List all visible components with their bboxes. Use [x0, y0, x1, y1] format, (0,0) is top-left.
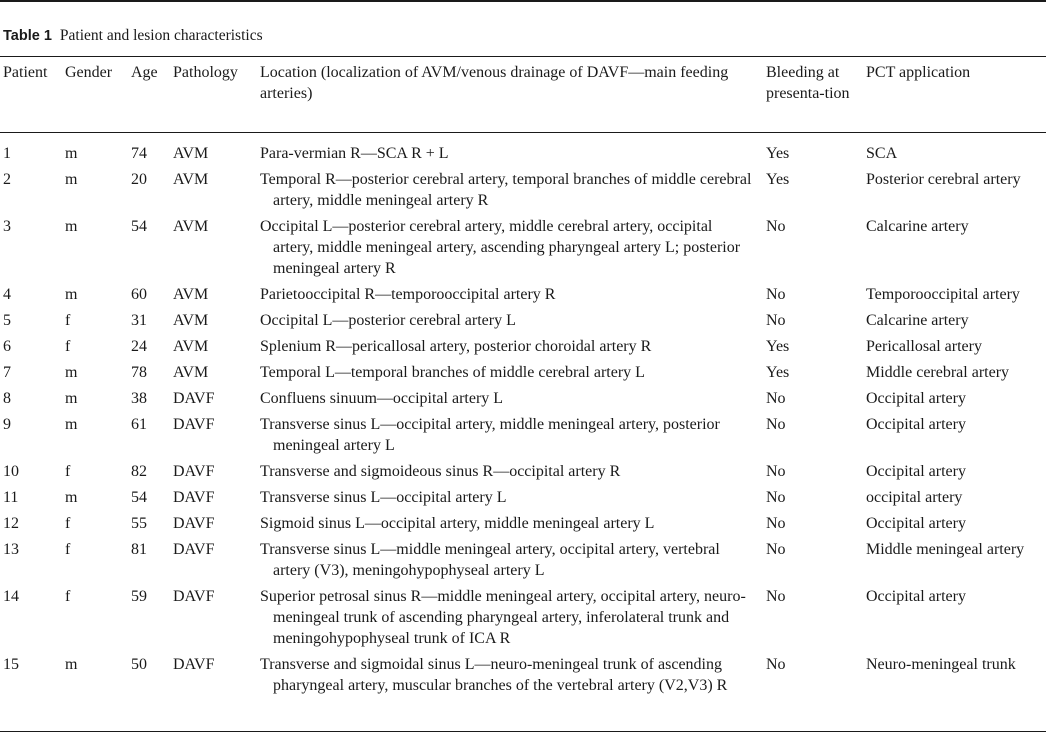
table-row [0, 143, 1046, 169]
cell-bleeding: No [766, 416, 786, 433]
cell-location: Splenium R—pericallosal artery, posterior choroidal artery R [260, 338, 652, 355]
table-row [0, 654, 1046, 722]
cell-pathology: AVM [173, 218, 209, 235]
cell-pathology: DAVF [173, 515, 215, 532]
cell-patient: 9 [3, 416, 11, 433]
table-title: Patient and lesion characteristics [59, 27, 263, 44]
cell-pct-application: Occipital artery [866, 390, 966, 407]
cell-pct-application: Temporooccipital artery [866, 286, 1020, 303]
cell-patient: 5 [3, 312, 11, 329]
cell-patient: 13 [3, 541, 19, 558]
table-body [0, 143, 1046, 722]
table-header [0, 62, 1046, 132]
cell-age: 54 [131, 218, 147, 235]
header-bleeding: Bleeding at presenta-tion [766, 64, 850, 102]
table-row [0, 336, 1046, 362]
cell-pathology: DAVF [173, 489, 215, 506]
cell-gender: m [65, 218, 78, 235]
cell-bleeding: No [766, 489, 786, 506]
cell-patient: 1 [3, 145, 11, 162]
cell-bleeding: No [766, 218, 786, 235]
cell-location: Occipital L—posterior cerebral artery, middle cerebral artery, occipital artery, middle meningeal artery, ascending pharyngeal artery L; posterior meningeal artery R [260, 218, 741, 277]
cell-bleeding: No [766, 541, 786, 558]
header-row [0, 62, 1046, 132]
cell-gender: f [65, 338, 71, 355]
cell-pct-application: Calcarine artery [866, 312, 969, 329]
cell-pathology: AVM [173, 312, 209, 329]
cell-gender: m [65, 145, 78, 162]
cell-patient: 15 [3, 656, 19, 673]
cell-pct-application: Pericallosal artery [866, 338, 982, 355]
cell-pathology: DAVF [173, 416, 215, 433]
cell-patient: 10 [3, 463, 19, 480]
table-label: Table 1 [3, 28, 52, 44]
cell-age: 54 [131, 489, 147, 506]
header-pct-application: PCT application [866, 64, 971, 81]
cell-pathology: DAVF [173, 656, 215, 673]
cell-age: 50 [131, 656, 147, 673]
cell-pct-application: Occipital artery [866, 416, 966, 433]
cell-patient: 7 [3, 364, 11, 381]
cell-pathology: DAVF [173, 541, 215, 558]
cell-location: Transverse and sigmoideous sinus R—occipital artery R [260, 463, 621, 480]
cell-age: 59 [131, 588, 147, 605]
cell-patient: 12 [3, 515, 19, 532]
cell-bleeding: Yes [766, 338, 790, 355]
cell-age: 81 [131, 541, 147, 558]
cell-age: 82 [131, 463, 147, 480]
cell-age: 60 [131, 286, 147, 303]
table-caption [3, 26, 263, 46]
cell-bleeding: No [766, 390, 786, 407]
cell-patient: 6 [3, 338, 11, 355]
header-bottom-rule [0, 132, 1046, 133]
header-gender: Gender [65, 64, 113, 81]
cell-age: 55 [131, 515, 147, 532]
cell-location: Parietooccipital R—temporooccipital artery R [260, 286, 556, 303]
cell-patient: 14 [3, 588, 19, 605]
cell-location: Transverse and sigmoidal sinus L—neuro-meningeal trunk of ascending pharyngeal artery, muscular branches of the vertebral artery (V2,V3) R [260, 656, 728, 694]
cell-pathology: AVM [173, 338, 209, 355]
cell-age: 74 [131, 145, 147, 162]
table-bottom-rule [0, 731, 1046, 732]
cell-age: 20 [131, 171, 147, 188]
table-row [0, 586, 1046, 654]
cell-pct-application: occipital artery [866, 489, 963, 506]
cell-bleeding: No [766, 515, 786, 532]
cell-location: Transverse sinus L—middle meningeal artery, occipital artery, vertebral artery (V3), meningohypophyseal artery L [260, 541, 720, 579]
table-row [0, 310, 1046, 336]
table-rows [0, 143, 1046, 722]
cell-bleeding: No [766, 656, 786, 673]
table-row [0, 284, 1046, 310]
cell-bleeding: No [766, 463, 786, 480]
cell-pct-application: Occipital artery [866, 515, 966, 532]
table-row [0, 169, 1046, 216]
cell-location: Temporal R—posterior cerebral artery, temporal branches of middle cerebral artery, middle meningeal artery R [260, 171, 752, 209]
cell-pct-application: Middle cerebral artery [866, 364, 1010, 381]
cell-pct-application: Posterior cerebral artery [866, 171, 1021, 188]
cell-pathology: AVM [173, 145, 209, 162]
cell-bleeding: No [766, 312, 786, 329]
cell-pct-application: Middle meningeal artery [866, 541, 1025, 558]
cell-age: 24 [131, 338, 147, 355]
header-age: Age [131, 64, 158, 81]
table-row [0, 216, 1046, 284]
cell-age: 78 [131, 364, 147, 381]
cell-bleeding: No [766, 588, 786, 605]
table-row [0, 461, 1046, 487]
cell-gender: m [65, 171, 78, 188]
header-patient: Patient [3, 64, 48, 81]
cell-age: 61 [131, 416, 147, 433]
cell-patient: 8 [3, 390, 11, 407]
cell-location: Occipital L—posterior cerebral artery L [260, 312, 516, 329]
cell-bleeding: Yes [766, 171, 790, 188]
cell-bleeding: Yes [766, 145, 790, 162]
cell-patient: 3 [3, 218, 11, 235]
cell-pct-application: Calcarine artery [866, 218, 969, 235]
table-row [0, 487, 1046, 513]
cell-age: 31 [131, 312, 147, 329]
cell-location: Sigmoid sinus L—occipital artery, middle meningeal artery L [260, 515, 655, 532]
header-location: Location (localization of AVM/venous drainage of DAVF—main feeding arteries) [260, 64, 729, 102]
cell-location: Para-vermian R—SCA R + L [260, 145, 449, 162]
cell-gender: f [65, 463, 71, 480]
cell-gender: f [65, 312, 71, 329]
cell-gender: m [65, 364, 78, 381]
table-top-rule [0, 0, 1046, 2]
cell-location: Temporal L—temporal branches of middle cerebral artery L [260, 364, 645, 381]
table-row [0, 362, 1046, 388]
cell-gender: m [65, 489, 78, 506]
cell-pct-application: SCA [866, 145, 898, 162]
cell-pathology: AVM [173, 171, 209, 188]
cell-patient: 11 [3, 489, 19, 506]
cell-patient: 2 [3, 171, 11, 188]
cell-pct-application: Occipital artery [866, 463, 966, 480]
cell-pathology: DAVF [173, 390, 215, 407]
cell-pathology: AVM [173, 364, 209, 381]
table-row [0, 388, 1046, 414]
cell-gender: f [65, 515, 71, 532]
cell-pct-application: Occipital artery [866, 588, 966, 605]
table-row [0, 414, 1046, 461]
table-row [0, 513, 1046, 539]
cell-location: Superior petrosal sinus R—middle meningeal artery, occipital artery, neuro-meningeal trunk of ascending pharyngeal artery, inferolateral trunk and meningohypophyseal trunk of ICA R [260, 588, 746, 647]
cell-gender: f [65, 588, 71, 605]
header-pathology: Pathology [173, 64, 238, 81]
cell-pct-application: Neuro-meningeal trunk [866, 656, 1016, 673]
cell-pathology: DAVF [173, 588, 215, 605]
cell-age: 38 [131, 390, 147, 407]
cell-gender: m [65, 390, 78, 407]
cell-bleeding: Yes [766, 364, 790, 381]
cell-gender: m [65, 286, 78, 303]
cell-gender: f [65, 541, 71, 558]
cell-bleeding: No [766, 286, 786, 303]
cell-gender: m [65, 656, 78, 673]
cell-location: Transverse sinus L—occipital artery, middle meningeal artery, posterior meningeal artery L [260, 416, 720, 454]
cell-patient: 4 [3, 286, 11, 303]
header-top-rule [0, 56, 1046, 57]
cell-pathology: DAVF [173, 463, 215, 480]
cell-location: Transverse sinus L—occipital artery L [260, 489, 507, 506]
cell-location: Confluens sinuum—occipital artery L [260, 390, 504, 407]
cell-gender: m [65, 416, 78, 433]
table-row [0, 539, 1046, 586]
cell-pathology: AVM [173, 286, 209, 303]
